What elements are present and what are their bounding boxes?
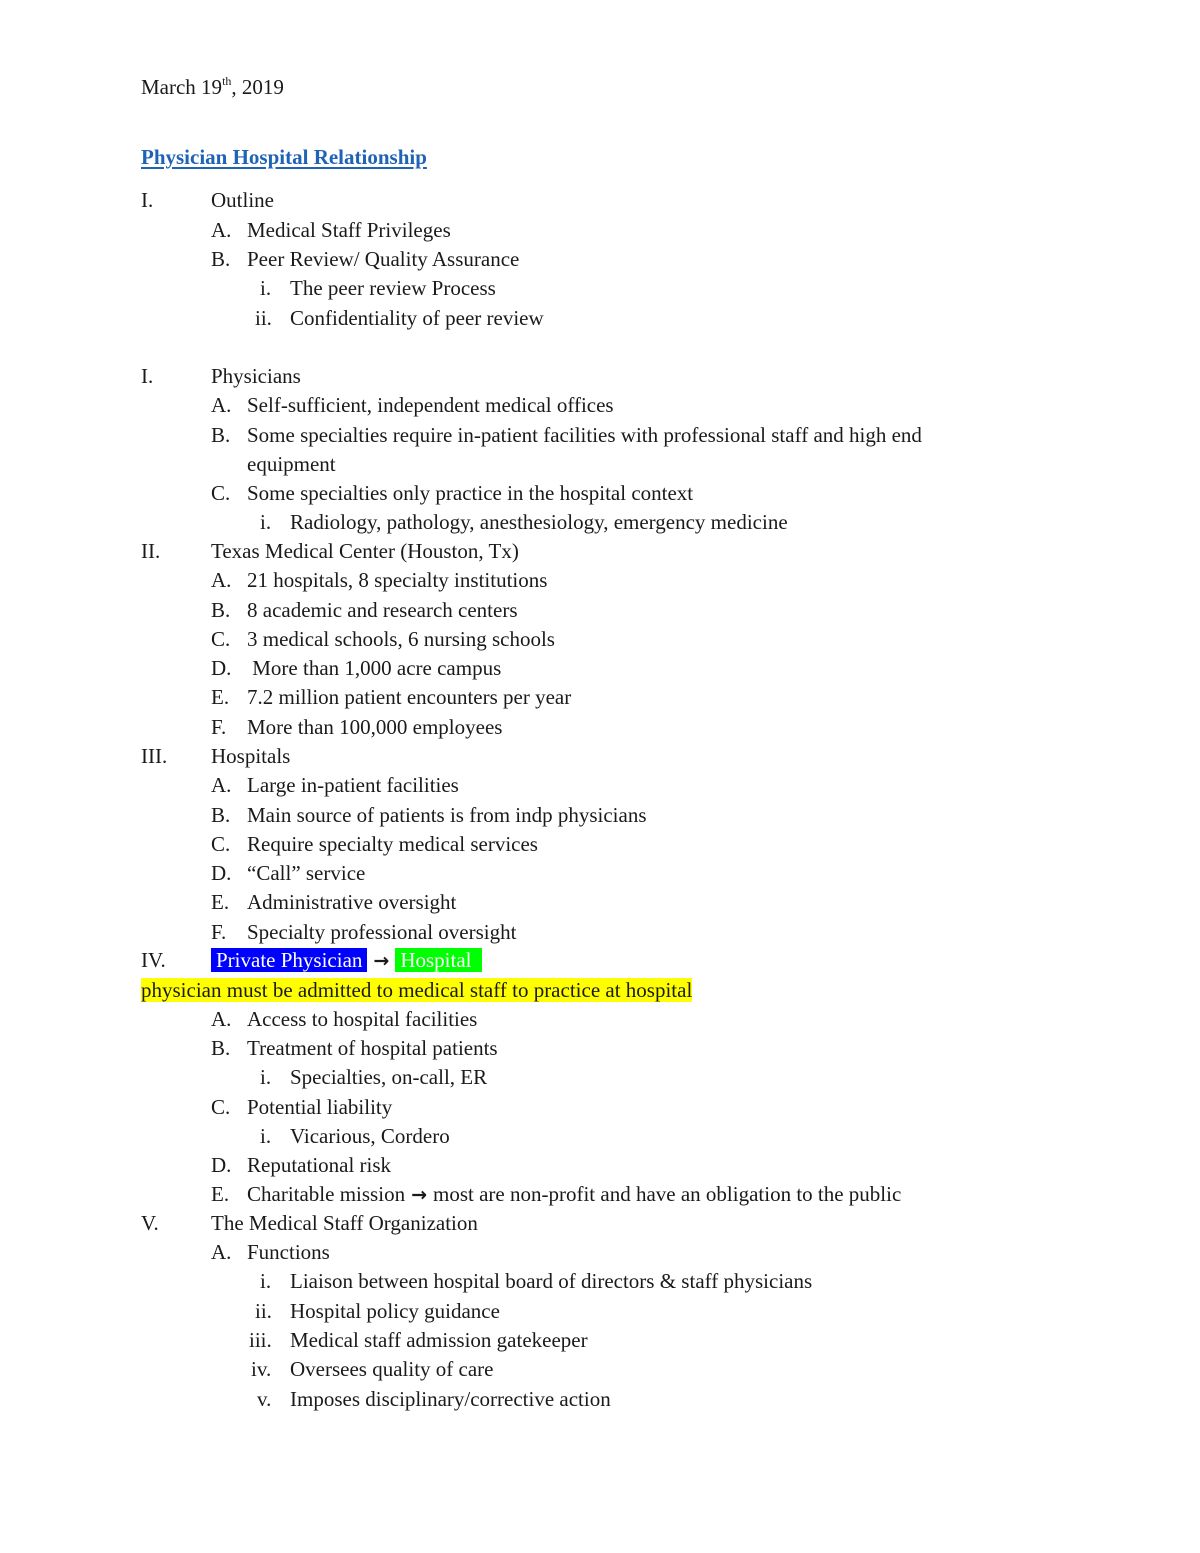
list-item: 3 medical schools, 6 nursing schools bbox=[247, 627, 555, 651]
section-number: II. bbox=[141, 539, 161, 563]
list-item: Liaison between hospital board of directors & staff physicians bbox=[290, 1269, 813, 1293]
list-marker: B. bbox=[211, 423, 231, 447]
list-marker: i. bbox=[260, 1269, 272, 1293]
list-item: Specialty professional oversight bbox=[247, 920, 517, 944]
section-heading: Physicians bbox=[211, 364, 301, 388]
list-item: Require specialty medical services bbox=[247, 832, 538, 856]
list-marker: E. bbox=[211, 685, 230, 709]
section-heading: Hospitals bbox=[211, 744, 291, 768]
section-number: III. bbox=[141, 744, 168, 768]
list-marker: B. bbox=[211, 803, 231, 827]
list-marker: E. bbox=[211, 890, 230, 914]
list-marker: B. bbox=[211, 598, 231, 622]
list-item: Oversees quality of care bbox=[290, 1357, 494, 1381]
list-item: Access to hospital facilities bbox=[247, 1007, 478, 1031]
section-number: I. bbox=[141, 188, 154, 212]
list-item: Imposes disciplinary/corrective action bbox=[290, 1387, 611, 1411]
list-item: Large in-patient facilities bbox=[247, 773, 459, 797]
list-item: “Call” service bbox=[247, 861, 366, 885]
section-heading: Texas Medical Center (Houston, Tx) bbox=[211, 539, 519, 563]
date-ordinal-suffix: th bbox=[222, 74, 232, 88]
list-marker: iii. bbox=[249, 1328, 272, 1352]
list-item: Main source of patients is from indp physicians bbox=[247, 803, 647, 827]
right-arrow-icon: → bbox=[411, 1184, 427, 1206]
document-date bbox=[141, 72, 284, 102]
list-marker: i. bbox=[260, 510, 272, 534]
list-item: Administrative oversight bbox=[247, 890, 457, 914]
list-item bbox=[247, 1180, 901, 1210]
list-marker: A. bbox=[211, 1007, 232, 1031]
list-item: More than 1,000 acre campus bbox=[247, 656, 502, 680]
list-item: 21 hospitals, 8 specialty institutions bbox=[247, 568, 548, 592]
list-marker: D. bbox=[211, 1153, 232, 1177]
list-item: Functions bbox=[247, 1240, 330, 1264]
list-marker: B. bbox=[211, 1036, 231, 1060]
list-marker: F. bbox=[211, 920, 227, 944]
list-item: Radiology, pathology, anesthesiology, emergency medicine bbox=[290, 510, 788, 534]
document-title: Physician Hospital Relationship bbox=[141, 145, 427, 169]
highlight-hospital: Hospital bbox=[395, 948, 481, 972]
section-heading: The Medical Staff Organization bbox=[211, 1211, 478, 1235]
list-item: Medical staff admission gatekeeper bbox=[290, 1328, 588, 1352]
list-marker: v. bbox=[257, 1387, 272, 1411]
list-marker: A. bbox=[211, 773, 232, 797]
date-text: March 19 bbox=[141, 75, 223, 99]
date-year: , 2019 bbox=[231, 75, 284, 99]
highlight-note-text: physician must be admitted to medical staff to practice at hospital bbox=[141, 978, 693, 1002]
section-heading bbox=[211, 946, 482, 976]
highlight-private-physician: Private Physician bbox=[211, 948, 367, 972]
list-marker: E. bbox=[211, 1182, 230, 1206]
list-item: Self-sufficient, independent medical offices bbox=[247, 393, 614, 417]
list-marker: A. bbox=[211, 393, 232, 417]
list-item: More than 100,000 employees bbox=[247, 715, 503, 739]
list-item: Peer Review/ Quality Assurance bbox=[247, 247, 520, 271]
list-marker: A. bbox=[211, 1240, 232, 1264]
list-marker: C. bbox=[211, 1095, 231, 1119]
list-marker: C. bbox=[211, 627, 231, 651]
list-item: Medical Staff Privileges bbox=[247, 218, 451, 242]
list-marker: i. bbox=[260, 1065, 272, 1089]
right-arrow-icon: → bbox=[373, 950, 390, 972]
list-marker: i. bbox=[260, 276, 272, 300]
list-marker: A. bbox=[211, 218, 232, 242]
list-marker: ii. bbox=[255, 1299, 272, 1323]
list-item-continuation: equipment bbox=[247, 452, 336, 476]
list-item: 7.2 million patient encounters per year bbox=[247, 685, 572, 709]
list-item: Reputational risk bbox=[247, 1153, 392, 1177]
list-marker: i. bbox=[260, 1124, 272, 1148]
list-item: Some specialties only practice in the hospital context bbox=[247, 481, 694, 505]
list-item: Some specialties require in-patient facilities with professional staff and high end bbox=[247, 423, 922, 447]
list-marker: B. bbox=[211, 247, 231, 271]
section-heading: Outline bbox=[211, 188, 274, 212]
list-marker: iv. bbox=[251, 1357, 272, 1381]
section-number: I. bbox=[141, 364, 154, 388]
list-marker: C. bbox=[211, 481, 231, 505]
list-item: The peer review Process bbox=[290, 276, 496, 300]
list-item: Specialties, on-call, ER bbox=[290, 1065, 488, 1089]
list-item-text: Charitable mission bbox=[247, 1182, 406, 1206]
list-marker: D. bbox=[211, 656, 232, 680]
section-number: IV. bbox=[141, 948, 166, 972]
highlighted-note bbox=[141, 976, 692, 1005]
list-marker: ii. bbox=[255, 306, 272, 330]
list-item-text: most are non-profit and have an obligation to the public bbox=[433, 1182, 902, 1206]
list-marker: D. bbox=[211, 861, 232, 885]
list-item: Treatment of hospital patients bbox=[247, 1036, 498, 1060]
list-item: Potential liability bbox=[247, 1095, 393, 1119]
list-marker: C. bbox=[211, 832, 231, 856]
list-marker: F. bbox=[211, 715, 227, 739]
list-marker: A. bbox=[211, 568, 232, 592]
list-item: Confidentiality of peer review bbox=[290, 306, 544, 330]
section-number: V. bbox=[141, 1211, 159, 1235]
list-item: Vicarious, Cordero bbox=[290, 1124, 450, 1148]
list-item: 8 academic and research centers bbox=[247, 598, 518, 622]
list-item: Hospital policy guidance bbox=[290, 1299, 500, 1323]
